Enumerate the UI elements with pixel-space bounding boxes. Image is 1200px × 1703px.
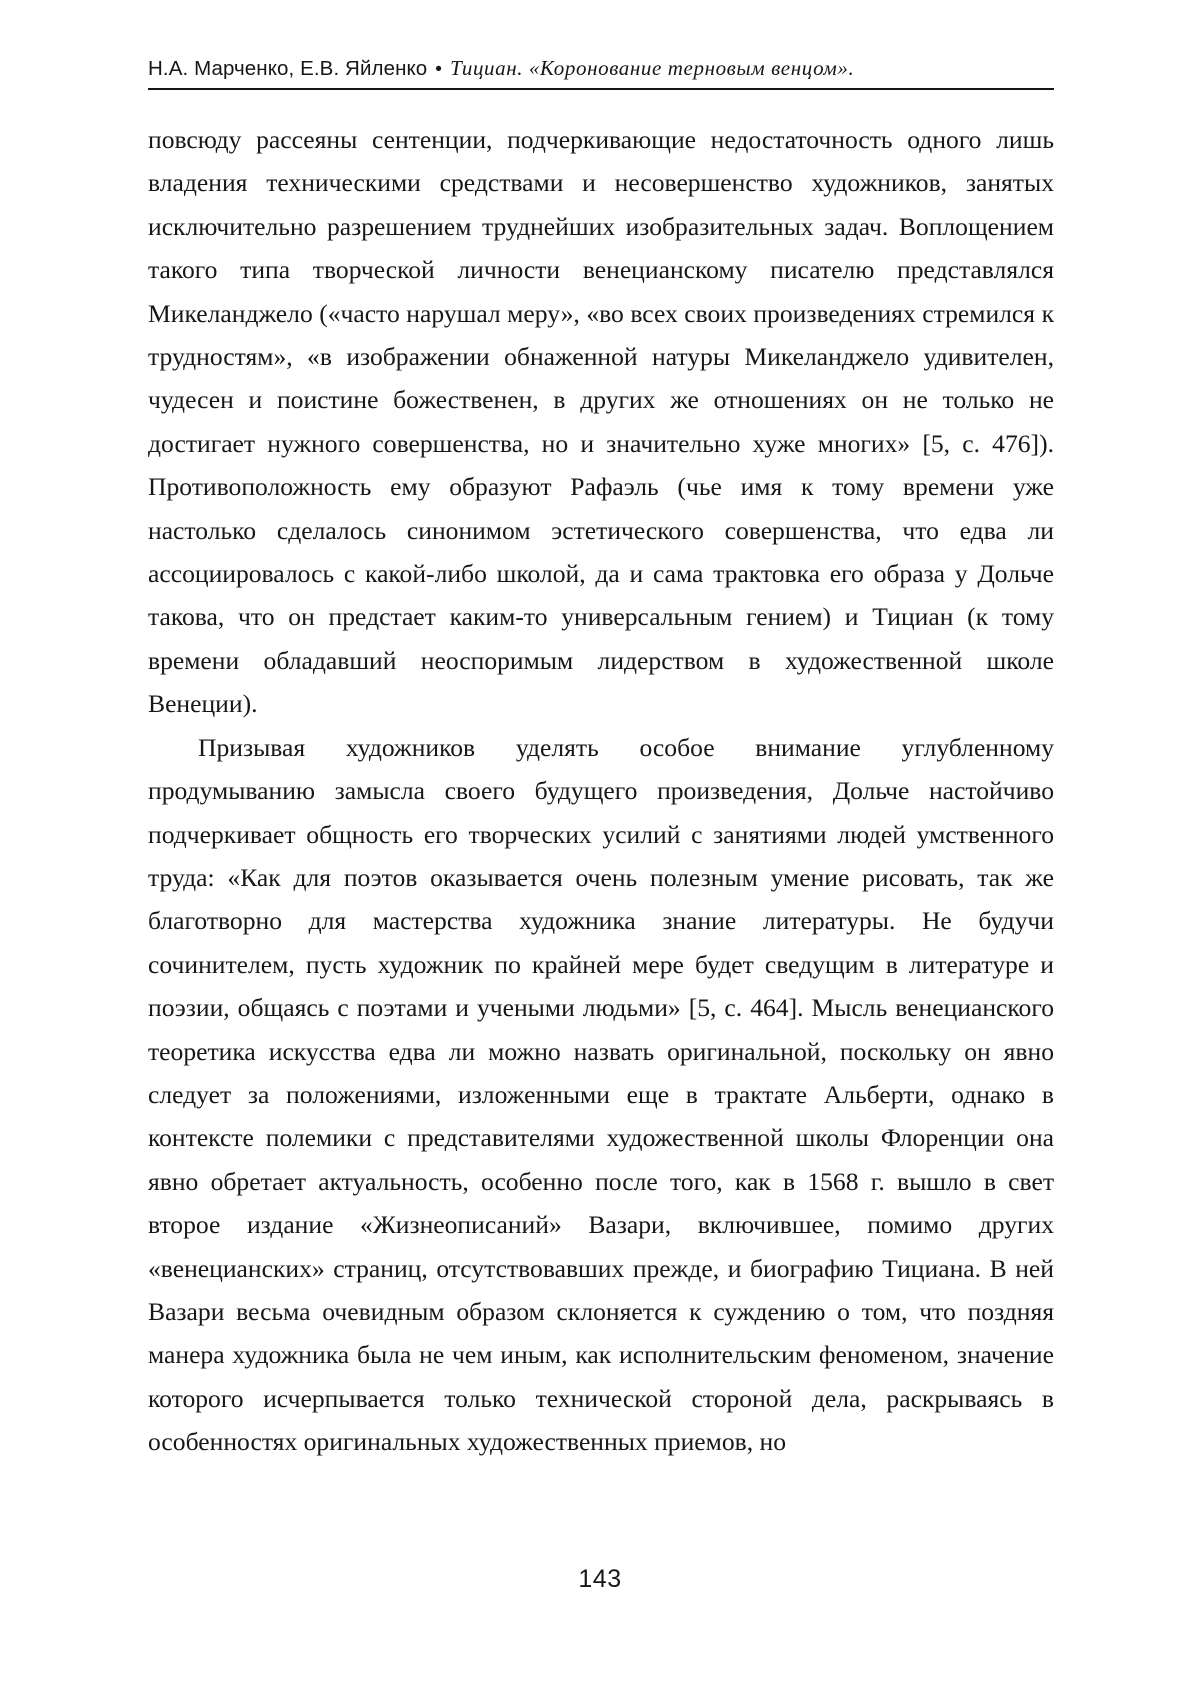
paragraph-2: Призывая художников уделять особое внимание углубленному продумыванию замысла своего будущего произведения, Дольче настойчиво подчеркивает общность его творческих усилий с занятиями людей умственного труда: «Как для поэтов оказывается очень полезным умение рисовать, так же благотворно для мастерства художника знание литературы. Не будучи сочинителем, пусть художник по крайней мере будет сведущим в литературе и поэзии, общаясь с поэтами и учеными людьми» [5, с. 464]. Мысль венецианского теоретика искусства едва ли можно назвать оригинальной, поскольку он явно следует за положениями, изложенными еще в трактате Альберти, однако в контексте полемики с представителями художественной школы Флоренции она явно обретает актуальность, особенно после того, как в 1568 г. вышло в свет второе издание «Жизнеописаний» Вазари, включившее, помимо других «венецианских» страниц, отсутствовавших прежде, и биографию Тициана. В ней Вазари весьма очевидным образом склоняется к суждению о том, что поздняя манера художника была не чем иным, как исполнительским феноменом, значение которого исчерпывается только технической стороной дела, раскрываясь в особенностях оригинальных художественных приемов, но	[148, 732, 1054, 1457]
running-head-work-title: Тициан. «Коронование терновым венцом».	[450, 56, 855, 80]
body-text	[148, 118, 1054, 1464]
paragraph-continued: повсюду рассеяны сентенции, подчеркивающие недостаточность одного лишь владения техническими средствами и несовершенство художников, занятых исключительно разрешением труднейших изобразительных задач. Воплощением такого типа творческой личности венецианскому писателю представлялся Микеланджело («часто нарушал меру», «во всех своих произведениях стремился к трудностям», «в изображении обнаженной натуры Микеланджело удивителен, чудесен и поистине божественен, в других же отношениях он не только не достигает нужного совершенства, но и значительно хуже многих» [5, с. 476]). Противоположность ему образуют Рафаэль (чье имя к тому времени уже настолько сделалось синонимом эстетического совершенства, что едва ли ассоциировалось с какой-либо школой, да и сама трактовка его образа у Дольче такова, что он предстает каким-то универсальным гением) и Тициан (к тому времени обладавший неоспоримым лидерством в художественной школе Венеции).	[148, 125, 1054, 719]
running-head	[148, 56, 1054, 81]
page-number: 143	[578, 1565, 622, 1593]
running-head-separator: •	[435, 59, 443, 80]
running-head-authors: Н.А. Марченко, Е.В. Яйленко	[148, 57, 428, 80]
header-divider	[148, 88, 1054, 90]
